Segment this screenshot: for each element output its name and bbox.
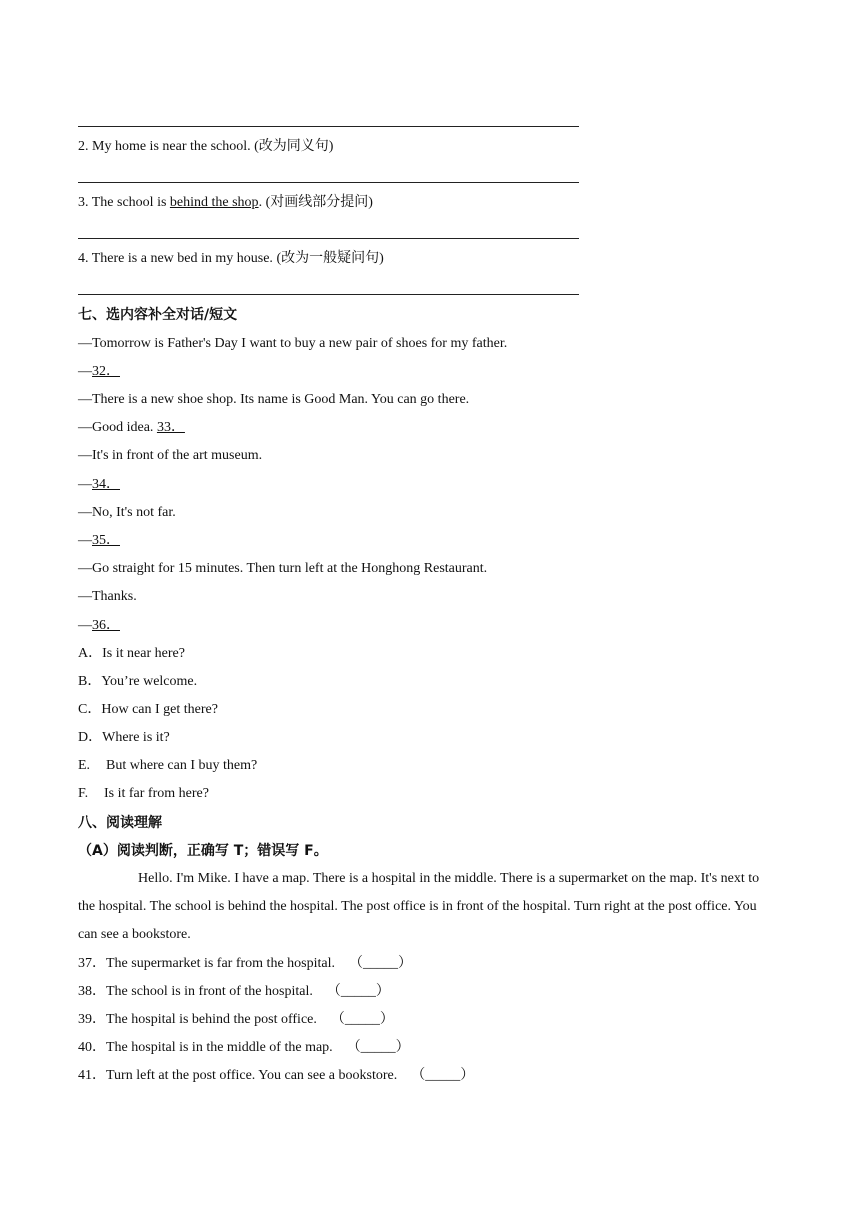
option-label: E. [78,758,91,773]
dialogue-line [78,559,487,579]
answer-blank[interactable]: （_____） [346,1040,410,1055]
question-note: (改为一般疑问句) [272,251,384,266]
dialogue-line [78,446,262,466]
answer-line-1 [78,126,579,127]
option-b [78,672,197,692]
answer-blank[interactable]: （_____） [411,1068,475,1083]
option-d [78,728,170,748]
dialogue-text: — [78,618,92,633]
question-text-pre: The school is [91,195,170,210]
dialogue-line [78,616,128,636]
answer-blank[interactable]: 36． [92,618,120,633]
question-4 [78,249,384,269]
option-text: But where can I buy them? [106,758,258,773]
judge-question [78,1010,394,1030]
question-text: The supermarket is far from the hospital. [106,956,335,971]
judge-question [78,982,390,1002]
answer-blank[interactable]: 33． [156,420,185,435]
dialogue-text: —No, It's not far. [78,505,176,520]
option-text: Is it near here? [102,646,185,661]
underlined-phrase: behind the shop [169,195,259,210]
question-text: The hospital is in the middle of the map. [106,1040,333,1055]
dialogue-line [78,418,193,438]
answer-blank[interactable]: （_____） [348,956,412,971]
dialogue-text: — [78,364,92,379]
dialogue-line [78,390,469,410]
option-text: Where is it? [102,730,170,745]
option-text: You’re welcome. [101,674,198,689]
dialogue-line [78,531,128,551]
question-number: 2. [78,139,92,154]
dialogue-line [78,475,128,495]
dialogue-line [78,362,128,382]
option-label: B． [78,674,102,689]
option-e [78,756,257,776]
question-number: 39． [78,1012,106,1027]
judge-question [78,1066,474,1086]
option-label: D． [78,730,103,745]
judge-question [78,954,412,974]
answer-blank[interactable]: 34． [92,477,120,492]
dialogue-text: —Tomorrow is Father's Day I want to buy a new pair of shoes for my father. [78,336,508,351]
answer-blank[interactable]: 32． [92,364,120,379]
dialogue-line [78,503,176,523]
question-3 [78,193,373,213]
question-note: (改为同义句) [250,139,334,154]
judge-question [78,1038,410,1058]
answer-blank[interactable]: 35． [92,533,120,548]
question-number: 41． [78,1068,106,1083]
dialogue-text: — [78,477,92,492]
question-text-post: . [258,195,263,210]
question-number: 3. [78,195,92,210]
dialogue-line [78,587,137,607]
section-7-title: 七、选内容补全对话/短文 [78,307,238,323]
section-8-subtitle: （A）阅读判断，正确写 T；错误写 F。 [78,843,328,859]
dialogue-text: —It's in front of the art museum. [78,448,263,463]
option-text: Is it far from here? [104,786,209,801]
option-text: How can I get there? [101,702,218,717]
option-c [78,700,218,720]
answer-blank[interactable]: （_____） [326,984,390,999]
question-text: The school is in front of the hospital. [106,984,313,999]
question-number: 37． [78,956,106,971]
reading-passage: Hello. I'm Mike. I have a map. There is a hospital in the middle. There is a supermarket on the map. It's next to the hospital. The school is behind the hospital. The post office is in front of the hospital. Turn right at the post office. You can see a bookstore. [78,871,760,942]
dialogue-text: —There is a new shoe shop. Its name is Good Man. You can go there. [78,392,470,407]
question-2 [78,137,333,157]
dialogue-line [78,334,507,354]
answer-line-2 [78,182,579,183]
question-text: The hospital is behind the post office. [106,1012,317,1027]
question-number: 38． [78,984,106,999]
dialogue-text: — [78,533,92,548]
answer-line-4 [78,294,579,295]
option-label: C． [78,702,102,717]
option-label: F. [78,786,89,801]
question-number: 40． [78,1040,106,1055]
dialogue-text: —Thanks. [78,589,137,604]
option-f [78,784,209,804]
question-note: (对画线部分提问) [262,195,373,210]
option-a [78,644,185,664]
question-text: Turn left at the post office. You can see a bookstore. [106,1068,398,1083]
answer-line-3 [78,238,579,239]
question-text: My home is near the school. [92,139,251,154]
answer-blank[interactable]: （_____） [330,1012,394,1027]
question-text: There is a new bed in my house. [91,251,273,266]
section-8-title: 八、阅读理解 [78,815,162,831]
dialogue-text: —Good idea. [78,420,157,435]
option-label: A． [78,646,103,661]
question-number: 4. [78,251,92,266]
dialogue-text: —Go straight for 15 minutes. Then turn left at the Honghong Restaurant. [78,561,488,576]
